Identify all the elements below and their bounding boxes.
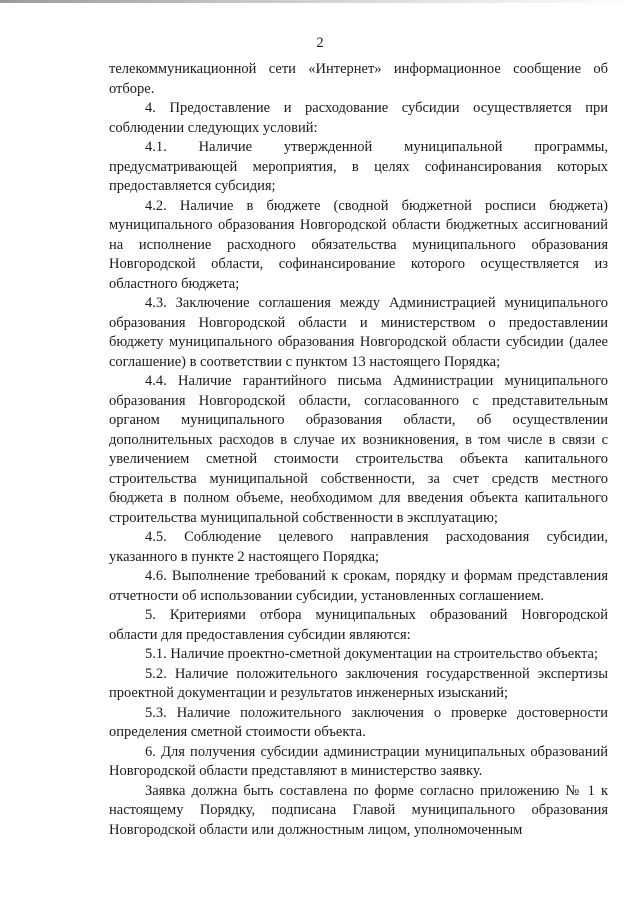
scan-edge xyxy=(0,0,640,3)
paragraph-4-1: 4.1. Наличие утвержденной муниципальной программы, предусматривающей мероприятия, в целях софинансирования которых предоставляется субсидия; xyxy=(109,139,608,194)
paragraph-4-6: 4.6. Выполнение требований к срокам, порядку и формам представления отчетности об использовании субсидии, установленных соглашением. xyxy=(109,568,608,604)
paragraph-5-1: 5.1. Наличие проектно-сметной документации на строительство объекта; xyxy=(145,646,599,662)
paragraph-6: 6. Для получения субсидии администрации муниципальных образований Новгородской области представляют в министерство заявку. xyxy=(109,743,608,779)
paragraph-4: 4. Предоставление и расходование субсидии осуществляется при соблюдении следующих условий: xyxy=(109,100,608,136)
paragraph-4-3: 4.3. Заключение соглашения между Администрацией муниципального образования Новгородской области и министерством о предоставлении бюджету муниципального образования Новгородской области субсидии (далее соглашение) в соответствии с пунктом 13 настоящего Порядка; xyxy=(109,295,608,370)
paragraph-4-5: 4.5. Соблюдение целевого направления расходования субсидии, указанного в пункте 2 настоящего Порядка; xyxy=(109,529,608,565)
paragraph-5-2: 5.2. Наличие положительного заключения государственной экспертизы проектной документации и результатов инженерных изысканий; xyxy=(109,665,608,701)
paragraph-5: 5. Критериями отбора муниципальных образований Новгородской области для предоставления субсидии являются: xyxy=(109,607,608,643)
document-body xyxy=(109,60,608,840)
paragraph-application: Заявка должна быть составлена по форме согласно приложению № 1 к настоящему Порядку, подписана Главой муниципального образования Новгородской области или должностным лицом, уполномоченным xyxy=(109,782,608,838)
paragraph-4-4: 4.4. Наличие гарантийного письма Администрации муниципального образования Новгородской области, согласованного с представительным органом муниципального образования области, об осуществлении дополнительных расходов в случае их возникновения, в том числе в связи с увеличением сметной стоимости строительства объекта капитального строительства муниципальной собственности, за счет средств местного бюджета в полном объеме, необходимом для введения объекта капитального строительства муниципальной собственности в эксплуатацию; xyxy=(109,373,608,526)
paragraph-continuation: телекоммуникационной сети «Интернет» информационное сообщение об отборе. xyxy=(109,61,608,97)
paragraph-4-2: 4.2. Наличие в бюджете (сводной бюджетной росписи бюджета) муниципального образования Новгородской области бюджетных ассигнований на исполнение расходного обязательства муниципального образования Новгородской области, софинансирование которого осуществляется из областного бюджета; xyxy=(109,197,608,292)
paragraph-5-3: 5.3. Наличие положительного заключения о проверке достоверности определения сметной стоимости объекта. xyxy=(109,704,608,740)
page-number: 2 xyxy=(316,35,324,51)
